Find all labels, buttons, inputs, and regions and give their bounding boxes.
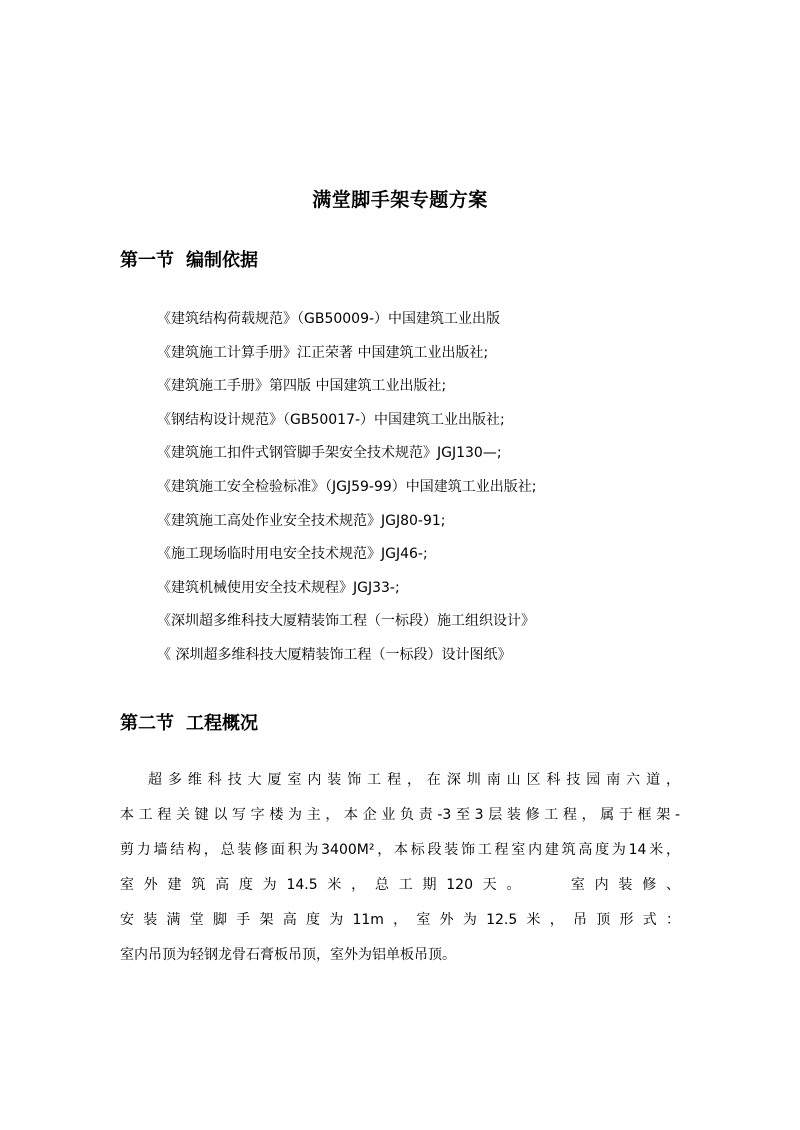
paragraph-line: 本工程关键以写字楼为主，本企业负责-3至3层装修工程，属于框架- (120, 807, 680, 823)
section-heading-basis (120, 248, 258, 274)
paragraph-line: 超多维科技大厦室内装饰工程，在深圳南山区科技园南六道， (148, 772, 680, 788)
reference-item: 《 深圳超多维科技大厦精装饰工程（一标段）设计图纸》 (157, 646, 512, 663)
project-overview-paragraph (120, 766, 680, 976)
reference-item: 《建筑施工手册》第四版 中国建筑工业出版社; (157, 378, 447, 395)
reference-item: 《深圳超多维科技大厦精装饰工程（一标段）施工组织设计》 (157, 613, 535, 630)
paragraph-line: 安装满堂脚手架高度为11m，室外为12.5米，吊顶形式： (120, 912, 680, 928)
section-heading-overview (120, 711, 258, 737)
reference-item: 《建筑施工高处作业安全技术规范》JGJ80-91; (157, 512, 446, 529)
section-number: 第一节 (120, 250, 174, 271)
reference-list (157, 306, 537, 676)
reference-item: 《建筑机械使用安全技术规程》JGJ33-; (157, 579, 400, 596)
section-name: 编制依据 (186, 250, 258, 271)
reference-item: 《钢结构设计规范》（GB50017-）中国建筑工业出版社; (157, 411, 505, 428)
reference-item: 《施工现场临时用电安全技术规范》JGJ46-; (157, 546, 428, 563)
reference-item: 《建筑施工计算手册》江正荣著 中国建筑工业出版社; (157, 344, 489, 361)
paragraph-line: 剪力墙结构，总装修面积为3400M²，本标段装饰工程室内建筑高度为14米， (120, 842, 680, 858)
paragraph-line: 室外建筑高度为14.5米，总工期120天。 室内装修、 (120, 877, 680, 893)
document-title: 满堂脚手架专题方案 (312, 189, 488, 211)
paragraph-line: 室内吊顶为轻钢龙骨石膏板吊顶，室外为铝单板吊顶。 (120, 947, 456, 963)
reference-item: 《建筑施工扣件式钢管脚手架安全技术规范》JGJ130—; (157, 445, 502, 462)
section-number: 第二节 (120, 713, 174, 734)
section-name: 工程概况 (186, 713, 258, 734)
reference-item: 《建筑施工安全检验标准》（JGJ59-99）中国建筑工业出版社; (157, 478, 537, 495)
reference-item: 《建筑结构荷载规范》（GB50009-）中国建筑工业出版 (157, 311, 501, 327)
